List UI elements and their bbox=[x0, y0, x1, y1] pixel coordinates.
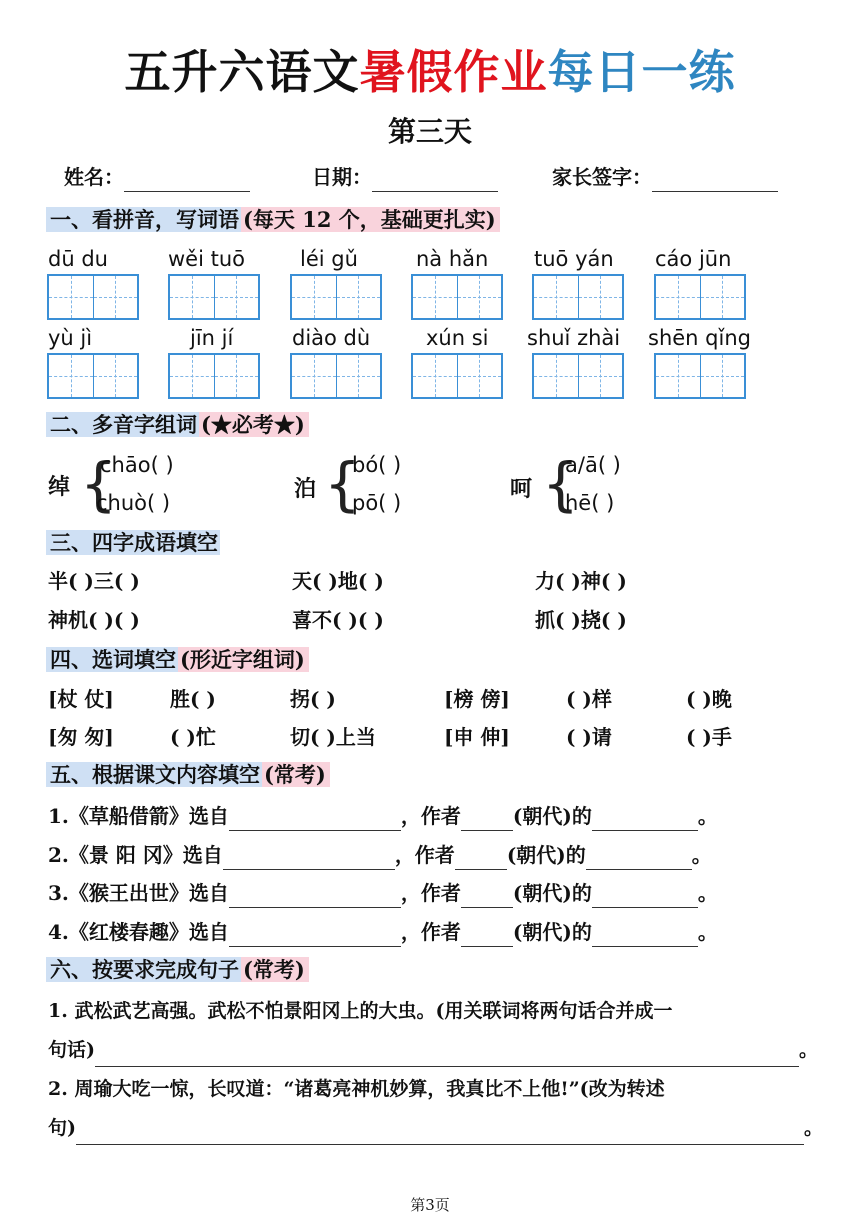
section-1-heading bbox=[46, 203, 500, 237]
parent-sign-line[interactable] bbox=[652, 169, 778, 192]
writing-grid[interactable] bbox=[654, 274, 746, 320]
section-3-title: 三、四字成语填空 bbox=[46, 530, 220, 555]
idiom-1[interactable]: 半( )三( ) bbox=[48, 569, 140, 593]
writing-grid[interactable] bbox=[47, 274, 139, 320]
pinyin-2-2: jīn jí bbox=[190, 326, 234, 350]
word-blank-1[interactable]: 胜( ) bbox=[170, 687, 216, 711]
writing-grid[interactable] bbox=[532, 274, 624, 320]
name-label: 姓名： bbox=[64, 165, 124, 189]
brace-icon: { bbox=[542, 450, 579, 518]
writing-grid[interactable] bbox=[290, 353, 382, 399]
writing-grid[interactable] bbox=[532, 353, 624, 399]
name-field[interactable] bbox=[64, 162, 250, 192]
sentence-answer-2[interactable] bbox=[48, 1111, 823, 1145]
parent-sign-field[interactable] bbox=[552, 162, 778, 192]
polyphonic-2-reading-2[interactable]: pō( ) bbox=[352, 491, 402, 515]
section-6-title: 六、按要求完成句子 bbox=[46, 957, 241, 982]
text-source-item[interactable] bbox=[48, 840, 712, 870]
polyphonic-1-reading-1[interactable]: chāo( ) bbox=[100, 453, 174, 477]
word-group-1: [杖 仗] bbox=[48, 687, 114, 711]
pinyin-2-5: shuǐ zhài bbox=[527, 326, 621, 350]
answer-1-line[interactable] bbox=[95, 1044, 799, 1067]
text-source-item[interactable] bbox=[48, 801, 718, 831]
parent-sign-label: 家长签字： bbox=[552, 165, 652, 189]
polyphonic-3-reading-1[interactable]: a/ā( ) bbox=[565, 453, 621, 477]
word-blank-8[interactable]: ( )手 bbox=[686, 725, 732, 749]
section-4-heading bbox=[46, 643, 309, 677]
section-2-title: 二、多音字组词 bbox=[46, 412, 199, 437]
end-mark: 。 bbox=[804, 1117, 824, 1139]
text-source-item[interactable] bbox=[48, 878, 718, 908]
name-line[interactable] bbox=[124, 169, 250, 192]
writing-grid[interactable] bbox=[168, 274, 260, 320]
author-label: ，作者 bbox=[400, 920, 461, 944]
author-label: ，作者 bbox=[400, 804, 461, 828]
writer-blank[interactable] bbox=[592, 808, 698, 831]
answer-2-prefix: 句) bbox=[48, 1117, 76, 1139]
answer-1-prefix: 句话) bbox=[48, 1039, 95, 1061]
sentence-question-2: 2. 周瑜大吃一惊，长叹道：“诸葛亮神机妙算，我真比不上他!”(改为转述 bbox=[48, 1078, 665, 1100]
end-mark: 。 bbox=[799, 1039, 819, 1061]
writing-grid[interactable] bbox=[47, 353, 139, 399]
polyphonic-1-reading-2[interactable]: chuò( ) bbox=[96, 491, 171, 515]
page-title bbox=[0, 42, 860, 102]
writing-grid[interactable] bbox=[168, 353, 260, 399]
dynasty-label: (朝代)的 bbox=[512, 881, 592, 905]
word-blank-3[interactable]: ( )样 bbox=[566, 687, 612, 711]
word-group-4: [申 伸] bbox=[444, 725, 510, 749]
pinyin-1-6: cáo jūn bbox=[655, 247, 732, 271]
polyphonic-char-1: 绰 bbox=[48, 474, 71, 500]
section-6-heading bbox=[46, 953, 309, 987]
pinyin-1-3: léi gǔ bbox=[300, 247, 358, 271]
section-4-title: 四、选词填空 bbox=[46, 647, 178, 672]
writer-blank[interactable] bbox=[592, 924, 698, 947]
word-blank-5[interactable]: ( )忙 bbox=[170, 725, 216, 749]
author-label: ，作者 bbox=[394, 843, 455, 867]
word-blank-7[interactable]: ( )请 bbox=[566, 725, 612, 749]
writer-blank[interactable] bbox=[592, 885, 698, 908]
author-label: ，作者 bbox=[400, 881, 461, 905]
end-mark: 。 bbox=[697, 920, 718, 944]
word-blank-6[interactable]: 切( )上当 bbox=[290, 725, 376, 749]
section-2-heading bbox=[46, 408, 309, 442]
dynasty-label: (朝代)的 bbox=[512, 804, 592, 828]
dynasty-label: (朝代)的 bbox=[512, 920, 592, 944]
pinyin-2-3: diào dù bbox=[292, 326, 371, 350]
end-mark: 。 bbox=[691, 843, 712, 867]
idiom-3[interactable]: 力( )神( ) bbox=[535, 569, 627, 593]
pinyin-1-2: wěi tuō bbox=[168, 247, 245, 271]
title-part-daily: 每日一练 bbox=[547, 45, 736, 99]
section-5-hint: (常考) bbox=[262, 762, 330, 787]
writing-grid[interactable] bbox=[290, 274, 382, 320]
writing-grid[interactable] bbox=[411, 274, 503, 320]
text-source-item[interactable] bbox=[48, 917, 718, 947]
writing-grid[interactable] bbox=[654, 353, 746, 399]
page-number: 第3页 bbox=[410, 1196, 450, 1214]
author-blank[interactable] bbox=[461, 924, 513, 947]
idiom-2[interactable]: 天( )地( ) bbox=[292, 569, 384, 593]
pinyin-2-1: yù jì bbox=[48, 326, 93, 350]
source-blank[interactable] bbox=[229, 808, 401, 831]
text-source-label: 4.《红楼春趣》选自 bbox=[48, 920, 229, 944]
sentence-question-1: 1. 武松武艺高强。武松不怕景阳冈上的大虫。(用关联词将两句话合并成一 bbox=[48, 1000, 673, 1022]
author-blank[interactable] bbox=[455, 847, 507, 870]
idiom-6[interactable]: 抓( )挠( ) bbox=[535, 608, 627, 632]
source-blank[interactable] bbox=[229, 924, 401, 947]
pinyin-1-4: nà hǎn bbox=[416, 247, 489, 271]
brace-icon: { bbox=[80, 450, 117, 518]
pinyin-2-6: shēn qǐng bbox=[648, 326, 751, 350]
polyphonic-char-2: 泊 bbox=[294, 476, 317, 502]
day-subtitle: 第三天 bbox=[387, 115, 472, 148]
word-blank-4[interactable]: ( )晚 bbox=[686, 687, 732, 711]
end-mark: 。 bbox=[697, 881, 718, 905]
section-4-hint: (形近字组词) bbox=[178, 647, 309, 672]
date-line[interactable] bbox=[372, 169, 498, 192]
brace-icon: { bbox=[324, 450, 361, 518]
polyphonic-3-reading-2[interactable]: hē( ) bbox=[565, 491, 615, 515]
section-3-heading bbox=[46, 526, 220, 560]
writer-blank[interactable] bbox=[586, 847, 692, 870]
section-6-hint: (常考) bbox=[241, 957, 309, 982]
text-source-label: 1.《草船借箭》选自 bbox=[48, 804, 229, 828]
section-2-hint: (★必考★) bbox=[199, 412, 309, 437]
date-field[interactable] bbox=[312, 162, 498, 192]
sentence-answer-1[interactable] bbox=[48, 1033, 818, 1067]
section-1-title: 一、看拼音，写词语 bbox=[46, 207, 241, 232]
section-5-title: 五、根据课文内容填空 bbox=[46, 762, 262, 787]
polyphonic-char-3: 呵 bbox=[510, 476, 533, 502]
pinyin-1-1: dū du bbox=[48, 247, 108, 271]
word-group-3: [匆 匆] bbox=[48, 725, 114, 749]
text-source-label: 3.《猴王出世》选自 bbox=[48, 881, 229, 905]
word-blank-2[interactable]: 拐( ) bbox=[290, 687, 336, 711]
title-part-grade: 五升六语文 bbox=[124, 45, 360, 99]
author-blank[interactable] bbox=[461, 885, 513, 908]
idiom-5[interactable]: 喜不( )( ) bbox=[292, 608, 384, 632]
pinyin-2-4: xún si bbox=[426, 326, 489, 350]
dynasty-label: (朝代)的 bbox=[506, 843, 586, 867]
author-blank[interactable] bbox=[461, 808, 513, 831]
date-label: 日期： bbox=[312, 165, 372, 189]
polyphonic-2-reading-1[interactable]: bó( ) bbox=[352, 453, 402, 477]
section-5-heading bbox=[46, 758, 330, 792]
end-mark: 。 bbox=[697, 804, 718, 828]
pinyin-1-5: tuō yán bbox=[534, 247, 614, 271]
title-part-homework: 暑假作业 bbox=[359, 45, 548, 99]
idiom-4[interactable]: 神机( )( ) bbox=[48, 608, 140, 632]
word-group-2: [榜 傍] bbox=[444, 687, 510, 711]
text-source-label: 2.《景 阳 冈》选自 bbox=[48, 843, 223, 867]
source-blank[interactable] bbox=[223, 847, 395, 870]
source-blank[interactable] bbox=[229, 885, 401, 908]
answer-2-line[interactable] bbox=[76, 1122, 804, 1145]
writing-grid[interactable] bbox=[411, 353, 503, 399]
section-1-hint: (每天 12 个，基础更扎实) bbox=[241, 207, 500, 232]
